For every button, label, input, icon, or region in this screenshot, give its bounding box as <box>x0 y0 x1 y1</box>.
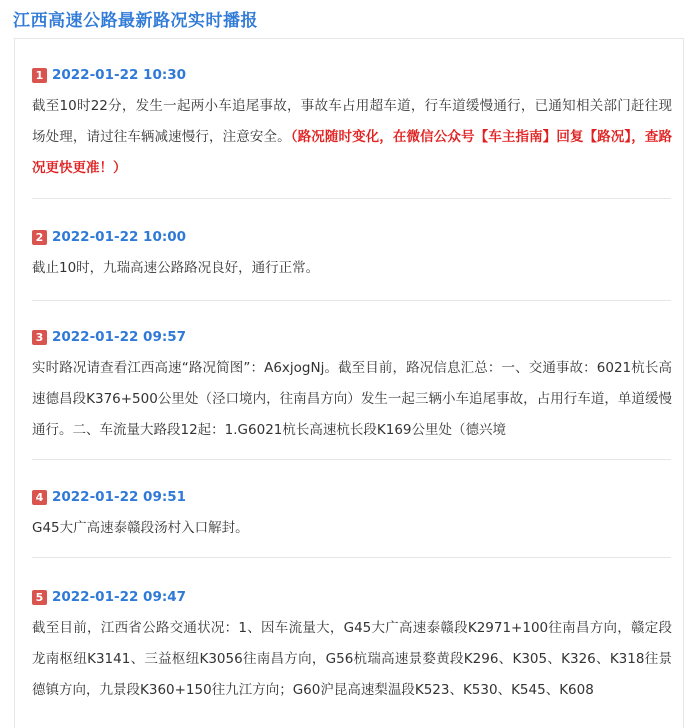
entry-body-text: 截至目前，江西省公路交通状况：1、因车流量大，G45大广高速泰赣段K2971+100往南昌方向，赣定段龙南枢纽K3141、三益枢纽K3056往南昌方向，G56杭瑞高速景婺黄段K296、K305、K326、K318往景德镇方向，九景段K360+150往九江方向；G60沪昆高速梨温段K523、K530、K545、K608 <box>32 620 672 698</box>
entry-number-badge: 2 <box>32 230 47 245</box>
news-entry-1 <box>32 64 672 184</box>
entry-timestamp: 2022-01-22 10:30 <box>52 67 187 83</box>
entry-number-badge: 1 <box>32 68 47 83</box>
entry-body <box>32 353 672 446</box>
entry-body <box>32 253 672 284</box>
news-entry-3 <box>32 326 672 446</box>
entry-number-badge: 4 <box>32 490 47 505</box>
news-entry-5 <box>32 586 672 706</box>
subscribe-notice: （路况随时变化，在微信公众号【车主指南】回复【路况】，查路况更快更准！） <box>32 129 673 176</box>
entry-timestamp: 2022-01-22 09:57 <box>52 329 187 345</box>
entry-divider <box>32 300 671 301</box>
entry-body-text: 截止10时，九瑞高速公路路况良好，通行正常。 <box>32 260 320 276</box>
page-title: 江西高速公路最新路况实时播报 <box>13 11 258 31</box>
entry-body-text: 截至10时22分，发生一起两小车追尾事故，事故车占用超车道，行车道缓慢通行，已通知相关部门赶往现场处理，请过往车辆减速慢行，注意安全。 <box>32 98 672 145</box>
entry-number-badge: 3 <box>32 330 47 345</box>
entry-body <box>32 513 672 544</box>
news-entry-4 <box>32 486 672 544</box>
entry-body-text: G45大广高速泰赣段汤村入口解封。 <box>32 520 249 536</box>
entry-number-badge: 5 <box>32 590 47 605</box>
entry-divider <box>32 198 671 199</box>
entry-body <box>32 91 672 184</box>
entry-timestamp: 2022-01-22 09:47 <box>52 589 187 605</box>
entry-divider <box>32 459 671 460</box>
entry-timestamp: 2022-01-22 10:00 <box>52 229 187 245</box>
entry-divider <box>32 557 671 558</box>
entry-body-text: 实时路况请查看江西高速“路况简图”：A6xjogNj。截至目前，路况信息汇总：一、交通事故：6021杭长高速德昌段K376+500公里处（泾口境内，往南昌方向）发生一起三辆小车追尾事故，占用行车道，单道缓慢通行。二、车流量大路段12起：1.G6021杭长高速杭长段K169公里处（德兴境 <box>32 360 672 438</box>
entry-body <box>32 613 672 706</box>
news-entry-2 <box>32 226 672 284</box>
entry-timestamp: 2022-01-22 09:51 <box>52 489 187 505</box>
